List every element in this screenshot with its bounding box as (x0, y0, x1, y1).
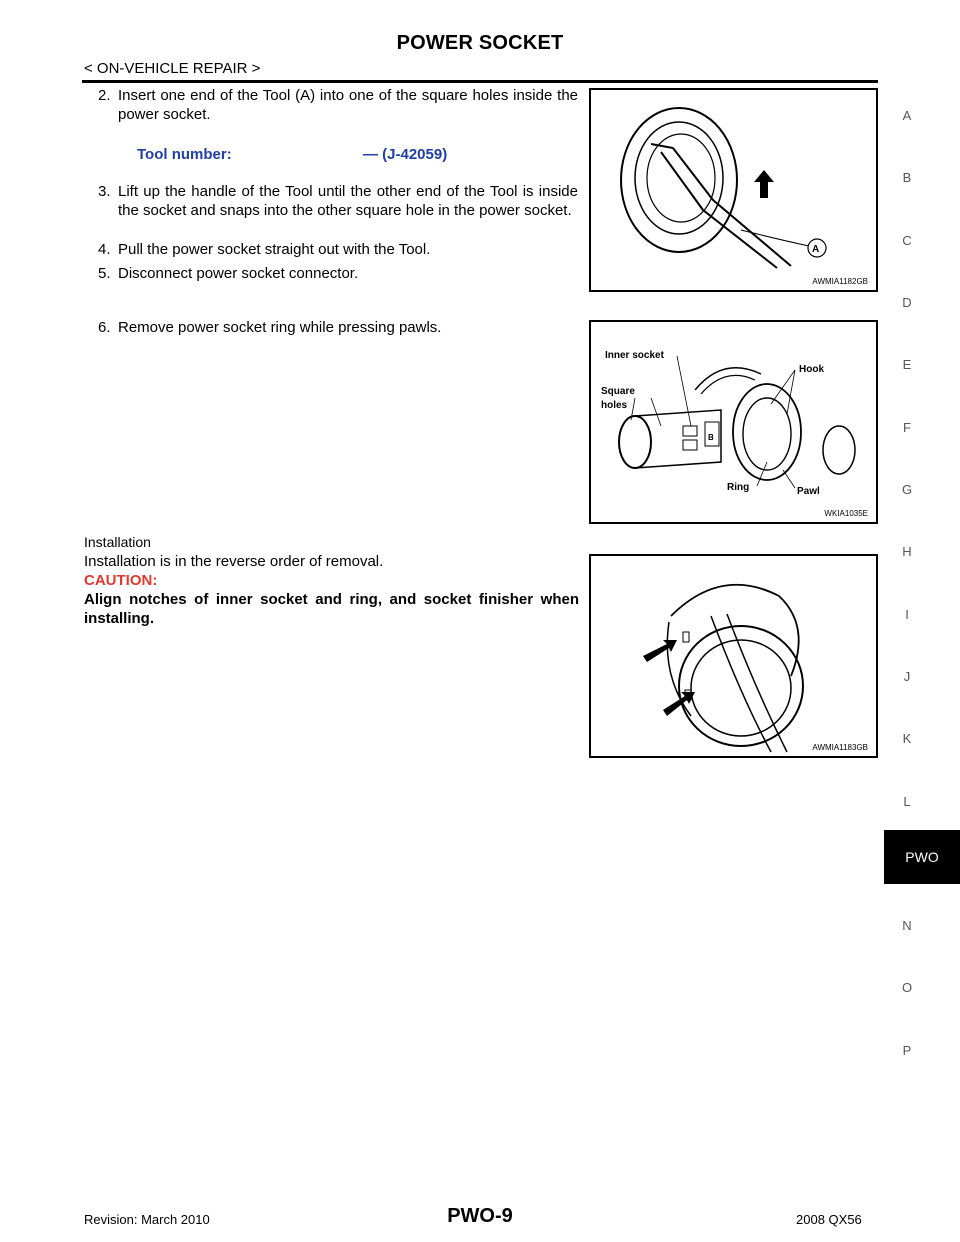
label-holes: holes (601, 400, 628, 411)
tool-number-value: — (J-42059) (363, 146, 448, 163)
index-letter-d: D (902, 295, 912, 310)
caution-label: CAUTION: (84, 572, 158, 589)
figure-code: WKIA1035E (824, 509, 868, 518)
step-text: Insert one end of the Tool (A) into one of the square holes inside the power socket. (118, 87, 578, 123)
step-number: 2. (98, 87, 111, 104)
page-title: POWER SOCKET (396, 32, 564, 54)
label-pawl: Pawl (797, 486, 820, 497)
revision-date: Revision: March 2010 (84, 1212, 210, 1227)
step-number: 4. (98, 241, 111, 258)
index-letter-f: F (903, 420, 911, 435)
figure-code: AWMIA1182GB (812, 277, 868, 286)
index-letter-h: H (902, 544, 912, 559)
step-number: 3. (98, 183, 111, 200)
index-letter-b: B (902, 170, 912, 185)
tool-insertion-illustration (591, 90, 876, 290)
step-6 (98, 318, 578, 337)
index-letter-k: K (902, 731, 912, 746)
installation-heading: Installation (84, 534, 151, 550)
step-text: Disconnect power socket connector. (118, 265, 359, 282)
figure-tool-insertion (589, 88, 878, 292)
figure-socket-ring (589, 320, 878, 524)
socket-ring-illustration (591, 322, 876, 522)
vehicle-model: 2008 QX56 (796, 1212, 862, 1227)
label-square: Square (601, 386, 635, 397)
index-letter-j: J (903, 669, 911, 684)
tool-number-label: Tool number: (137, 146, 232, 163)
index-letter-e: E (902, 357, 912, 372)
index-letter-o: O (901, 980, 913, 995)
tool-number-note (137, 146, 448, 163)
step-3 (98, 182, 578, 220)
figure-notch-alignment (589, 554, 878, 758)
step-4 (98, 240, 578, 259)
index-letter-g: G (901, 482, 913, 497)
index-letter-n: N (902, 918, 912, 933)
index-letter-l: L (903, 794, 911, 809)
installation-text: Installation is in the reverse order of removal. (84, 553, 384, 570)
index-letter-p: P (902, 1043, 912, 1058)
step-number: 6. (98, 319, 111, 336)
index-letter-c: C (902, 233, 912, 248)
page-number: PWO-9 (447, 1205, 513, 1227)
label-hook: Hook (799, 364, 824, 375)
caution-text: Align notches of inner socket and ring, and socket finisher when installing. (84, 591, 579, 627)
step-text: Remove power socket ring while pressing pawls. (118, 319, 442, 336)
header-divider (82, 80, 878, 83)
step-number: 5. (98, 265, 111, 282)
step-text: Pull the power socket straight out with the Tool. (118, 241, 431, 258)
notch-alignment-illustration (591, 556, 876, 756)
step-text: Lift up the handle of the Tool until the other end of the Tool is inside the socket and snaps into the other square hole in the power socket. (118, 183, 578, 219)
index-letter-i: I (905, 607, 909, 622)
step-2 (98, 86, 578, 124)
label-inner-socket: Inner socket (605, 350, 664, 361)
label-ring: Ring (727, 482, 750, 493)
step-5 (98, 264, 578, 283)
index-letter-a: A (902, 108, 912, 123)
section-tab-pwo[interactable]: PWO (884, 830, 960, 884)
callout-a: A (812, 244, 820, 255)
figure-code: AWMIA1183GB (812, 743, 868, 752)
section-subtitle: < ON-VEHICLE REPAIR > (84, 60, 261, 77)
label-b: B (708, 433, 714, 442)
